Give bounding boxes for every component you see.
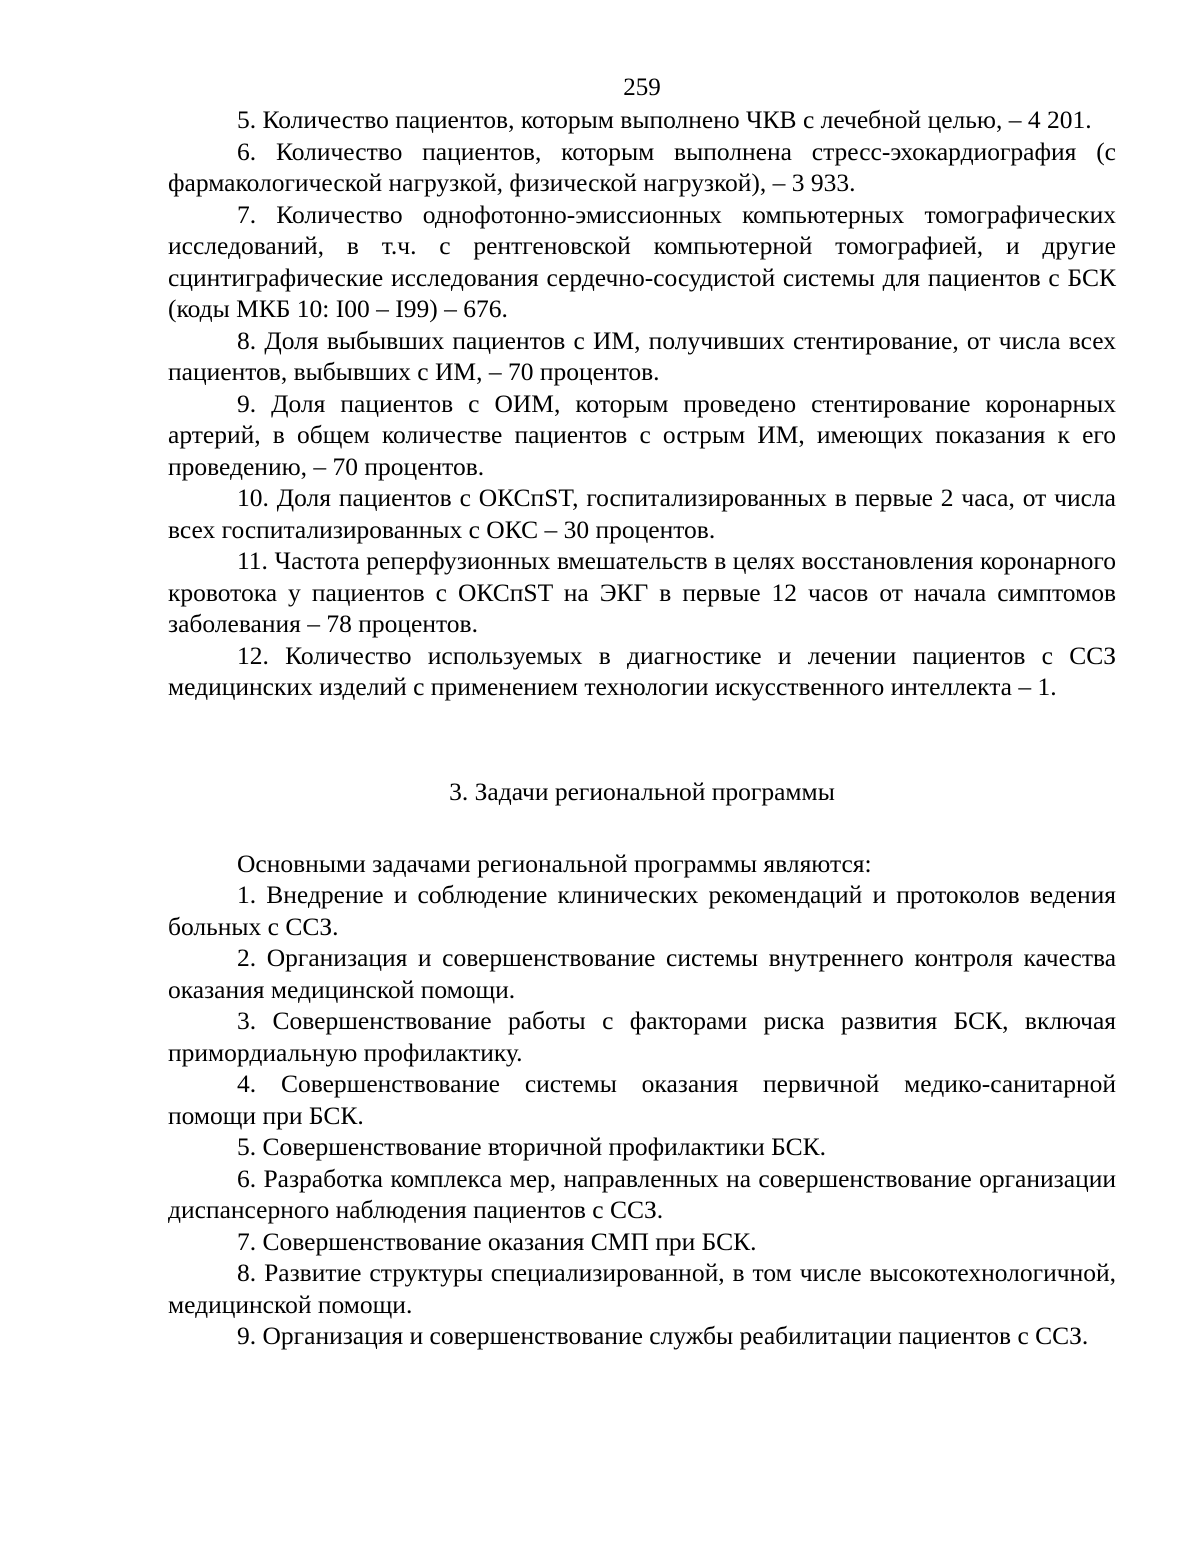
item-text: Частота реперфузионных вмешательств в целях восстановления коронарного кровотока у пациентов с ОКСпST на ЭКГ в первые 12 часов от начала симптомов заболевания – 78 процентов. xyxy=(168,546,1116,638)
indicator-item-5 xyxy=(168,104,1116,136)
task-item-5 xyxy=(168,1131,1116,1163)
item-number: 5. xyxy=(237,105,257,134)
document-page xyxy=(168,72,1116,1352)
item-number: 8. xyxy=(237,1258,257,1287)
item-number: 3. xyxy=(237,1006,257,1035)
page-number: 259 xyxy=(623,74,661,101)
task-item-2 xyxy=(168,942,1116,1005)
item-text: Количество пациентов, которым выполнено ЧКВ с лечебной целью, – 4 201. xyxy=(262,105,1092,134)
section-title: 3. Задачи региональной программы xyxy=(449,776,835,806)
task-item-6 xyxy=(168,1163,1116,1226)
item-text: Совершенствование работы с факторами риска развития БСК, включая примордиальную профилактику. xyxy=(168,1006,1117,1067)
item-text: Совершенствование оказания СМП при БСК. xyxy=(262,1226,757,1256)
item-number: 9. xyxy=(237,388,257,418)
task-item-9 xyxy=(168,1320,1116,1352)
item-number: 5. xyxy=(237,1132,257,1161)
item-number: 9. xyxy=(237,1321,257,1350)
item-number: 1. xyxy=(237,880,257,909)
indicator-item-7 xyxy=(168,199,1116,325)
task-list xyxy=(168,879,1116,1352)
item-number: 6. xyxy=(237,136,257,166)
indicator-item-8 xyxy=(168,325,1116,388)
item-text: Организация и совершенствование системы внутреннего контроля качества оказания медицинской помощи. xyxy=(168,943,1117,1004)
task-item-8 xyxy=(168,1257,1116,1320)
indicator-list xyxy=(168,104,1116,703)
task-item-4 xyxy=(168,1068,1116,1131)
item-text: Количество пациентов, которым выполнена стресс-эхокардиография (с фармакологической нагрузкой, физической нагрузкой), – 3 933. xyxy=(168,136,1116,197)
indicator-item-6 xyxy=(168,136,1116,199)
item-number: 4. xyxy=(237,1069,257,1098)
item-text: Развитие структуры специализированной, в том числе высокотехнологичной, медицинской помощи. xyxy=(168,1258,1117,1319)
indicator-item-11 xyxy=(168,545,1116,640)
task-item-7 xyxy=(168,1226,1116,1258)
item-number: 11. xyxy=(237,546,268,575)
item-text: Совершенствование системы оказания первичной медико-санитарной помощи при БСК. xyxy=(168,1069,1116,1130)
indicator-item-10 xyxy=(168,482,1116,545)
indicator-item-9 xyxy=(168,388,1116,483)
task-item-3 xyxy=(168,1005,1116,1068)
indicator-item-12 xyxy=(168,640,1116,703)
item-text: Разработка комплекса мер, направленных на совершенствование организации диспансерного наблюдения пациентов с ССЗ. xyxy=(168,1163,1117,1224)
item-text: Доля пациентов с ОКСпST, госпитализированных в первые 2 часа, от числа всех госпитализированных с ОКС – 30 процентов. xyxy=(168,483,1116,544)
task-item-1 xyxy=(168,879,1116,942)
item-text: Внедрение и соблюдение клинических рекомендаций и протоколов ведения больных с ССЗ. xyxy=(168,880,1116,941)
item-number: 12. xyxy=(237,640,269,670)
item-number: 2. xyxy=(237,943,257,972)
item-number: 7. xyxy=(237,199,257,229)
item-number: 6. xyxy=(237,1163,257,1193)
item-text: Количество однофотонно-эмиссионных компьютерных томографических исследований, в т.ч. с рентгеновской компьютерной томографией, и другие сцинтиграфические исследования сердечно-сосудистой системы для пациентов с БСК (коды МКБ 10: I00 – I99) – 676. xyxy=(168,199,1116,323)
item-text: Доля выбывших пациентов с ИМ, получивших стентирование, от числа всех пациентов, выбывших с ИМ, – 70 процентов. xyxy=(168,325,1117,386)
item-text: Доля пациентов с ОИМ, которым проведено стентирование коронарных артерий, в общем количестве пациентов с острым ИМ, имеющих показания к его проведению, – 70 процентов. xyxy=(168,388,1116,481)
item-text: Совершенствование вторичной профилактики БСК. xyxy=(262,1132,826,1161)
item-text: Количество используемых в диагностике и лечении пациентов с ССЗ медицинских изделий с применением технологии искусственного интеллекта – 1. xyxy=(168,640,1117,701)
item-text: Организация и совершенствование службы реабилитации пациентов с ССЗ. xyxy=(262,1321,1089,1350)
item-number: 8. xyxy=(237,325,257,355)
item-number: 7. xyxy=(237,1226,257,1256)
item-number: 10. xyxy=(237,483,269,512)
section-intro: Основными задачами региональной программы являются: xyxy=(237,848,872,878)
